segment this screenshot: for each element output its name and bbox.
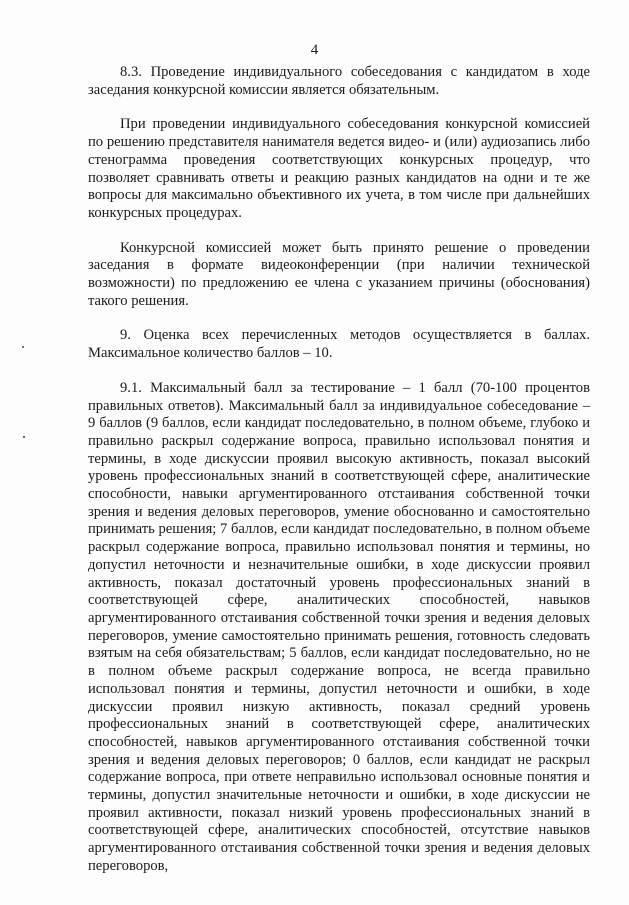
paragraph-8-3: 8.3. Проведение индивидуального собеседования с кандидатом в ходе заседания конкурсной комиссии является обязательным. — [88, 64, 590, 98]
paragraph-videoconference: Конкурсной комиссией может быть принято решение о проведении заседания в формате видеоконференции (при наличии технической возможности) по предложению ее члена с указанием причины (обоснования) такого решения. — [88, 239, 590, 309]
page-number: 4 — [310, 42, 319, 58]
scan-speck — [22, 346, 24, 348]
paragraph-9: 9. Оценка всех перечисленных методов осуществляется в баллах. Максимальное количество баллов – 10. — [88, 327, 590, 362]
paragraph-recording: При проведении индивидуального собеседования конкурсной комиссией по решению представителя нанимателя ведется видео- и (или) аудиозапись либо стенограмма проведения соответствующих конкурсных процедур, что позволяет сравнивать ответы и реакцию разных кандидатов на одни и те же вопросы для максимально объективного их учета, в том числе при дальнейших конкурсных процедурах. — [88, 116, 590, 221]
scan-speck — [23, 436, 25, 438]
paragraph-9-1: 9.1. Максимальный балл за тестирование – 1 балл (70-100 процентов правильных ответов). Максимальный балл за индивидуальное собеседование – 9 баллов (9 баллов, если кандидат последовательно, в полном объеме, глубоко и правильно раскрыл содержание вопроса, правильно использовал понятия и термины, в ходе дискуссии проявил высокую активность, показал высокий уровень профессиональных знаний в соответствующей сфере, аналитические способности, навыки аргументированного отстаивания собственной точки зрения и ведения деловых переговоров, умение обоснованно и самостоятельно принимать решения; 7 баллов, если кандидат последовательно, в полном объеме раскрыл содержание вопроса, правильно использовал понятия и термины, но допустил неточности и незначительные ошибки, в ходе дискуссии проявил активность, показал достаточный уровень профессиональных знаний в соответствующей сфере, аналитических способностей, навыков аргументированного отстаивания собственной точки зрения и ведения деловых переговоров, умение самостоятельно принимать решения, готовность следовать взятым на себя обязательствам; 5 баллов, если кандидат последовательно, но не в полном объеме раскрыл содержание вопроса, не всегда правильно использовал понятия и термины, допустил неточности и ошибки, в ходе дискуссии проявил низкую активность, показал средний уровень профессиональных знаний в соответствующей сфере, аналитических способностей, навыков аргументированного отстаивания собственной точки зрения и ведения деловых переговоров; 0 баллов, если кандидат не раскрыл содержание вопроса, при ответе неправильно использовал основные понятия и термины, допустил значительные неточности и ошибки, в ходе дискуссии не проявил активности, показал низкий уровень профессиональных знаний в соответствующей сфере, аналитических способностей, отсутствие навыков аргументированного отстаивания собственной точки зрения и ведения деловых переговоров, — [88, 379, 590, 874]
document-body — [88, 64, 590, 876]
